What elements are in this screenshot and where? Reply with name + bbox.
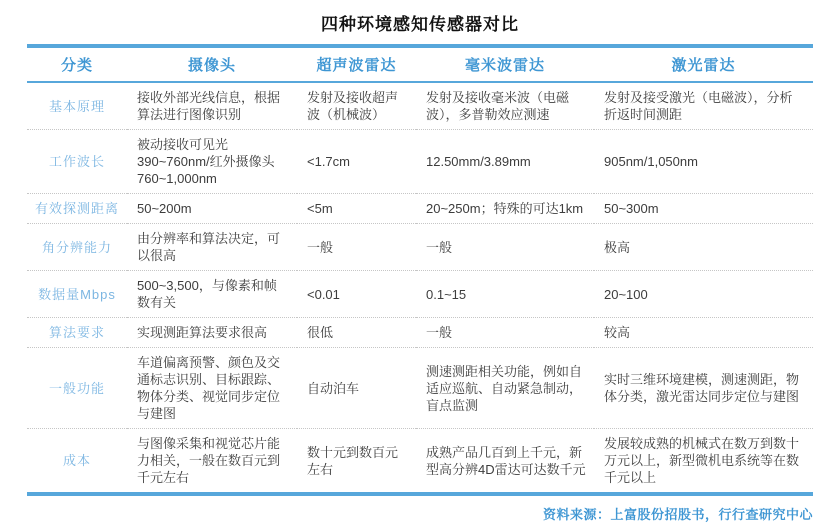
table-cell: 500~3,500，与像素和帧数有关 [127, 271, 297, 318]
table-cell: 车道偏离预警、颜色及交通标志识别、目标跟踪、物体分类、视觉同步定位与建图 [127, 348, 297, 429]
table-cell: 实时三维环境建模，测速测距，物体分类，激光雷达同步定位与建图 [594, 348, 813, 429]
column-header-camera: 摄像头 [127, 46, 297, 82]
table-header [27, 46, 813, 82]
row-label: 数据量Mbps [27, 271, 127, 318]
table-cell: 实现测距算法要求很高 [127, 318, 297, 348]
column-header-ultrasonic-radar: 超声波雷达 [297, 46, 416, 82]
row-label: 算法要求 [27, 318, 127, 348]
header-row [27, 46, 813, 82]
row-label: 一般功能 [27, 348, 127, 429]
table-row-algorithm-requirements [27, 318, 813, 348]
table-cell: 50~200m [127, 194, 297, 224]
table-cell: 20~250m；特殊的可达1km [416, 194, 594, 224]
table-cell: <0.01 [297, 271, 416, 318]
table-cell: 数十元到数百元左右 [297, 429, 416, 495]
table-cell: 20~100 [594, 271, 813, 318]
table-cell: 50~300m [594, 194, 813, 224]
row-label: 基本原理 [48, 98, 105, 114]
table-row-data-volume [27, 271, 813, 318]
table-cell: 较高 [594, 318, 813, 348]
page-title: 四种环境感知传感器对比 [321, 15, 519, 34]
table-row-general-functions [27, 348, 813, 429]
infographic-container [27, 0, 813, 523]
table-cell: 发展较成熟的机械式在数万到数十万元以上，新型微机电系统等在数千元以上 [594, 429, 813, 495]
table-cell: 很低 [297, 318, 416, 348]
table-cell: 一般 [297, 224, 416, 271]
table-cell: 一般 [416, 318, 594, 348]
table-cell: <1.7cm [297, 130, 416, 194]
table-cell: 与图像采集和视觉芯片能力相关，一般在数百元到千元左右 [127, 429, 297, 495]
table-cell: 发射及接收毫米波（电磁波），多普勒效应测速 [426, 90, 570, 122]
sensor-comparison-table [27, 44, 813, 496]
table-row-cost [27, 429, 813, 495]
table-cell: 测速测距相关功能，例如自适应巡航、自动紧急制动，盲点监测 [416, 348, 594, 429]
table-cell: 一般 [416, 224, 594, 271]
column-header-category: 分类 [27, 46, 127, 82]
table-cell: <5m [297, 194, 416, 224]
table-cell: 由分辨率和算法决定，可以很高 [127, 224, 297, 271]
table-cell: 0.1~15 [416, 271, 594, 318]
table-row-effective-detection-range [27, 194, 813, 224]
row-label: 有效探测距离 [27, 194, 127, 224]
table-cell: 成熟产品几百到上千元，新型高分辨4D雷达可达数千元 [416, 429, 594, 495]
row-label: 工作波长 [27, 130, 127, 194]
column-header-lidar: 激光雷达 [594, 46, 813, 82]
table-cell: 12.50mm/3.89mm [416, 130, 594, 194]
table-body [27, 82, 813, 494]
table-cell: 自动泊车 [297, 348, 416, 429]
row-label: 成本 [27, 429, 127, 495]
table-cell: 发射及接收超声波（机械波） [307, 90, 399, 122]
row-label: 角分辨能力 [27, 224, 127, 271]
table-cell: 被动接收可见光390~760nm/红外摄像头760~1,000nm [127, 130, 297, 194]
table-row-working-wavelength [27, 130, 813, 194]
table-cell: 发射及接受激光（电磁波），分析折返时间测距 [604, 90, 793, 122]
table-cell: 极高 [594, 224, 813, 271]
table-row-angular-resolution [27, 224, 813, 271]
table-cell: 905nm/1,050nm [594, 130, 813, 194]
data-source-attribution: 资料来源：上富股份招股书，行行查研究中心 [542, 507, 813, 522]
table-cell: 接收外部光线信息，根据算法进行图像识别 [137, 90, 281, 122]
table-row-basic-principle [27, 82, 813, 130]
column-header-millimeter-wave-radar: 毫米波雷达 [416, 46, 594, 82]
